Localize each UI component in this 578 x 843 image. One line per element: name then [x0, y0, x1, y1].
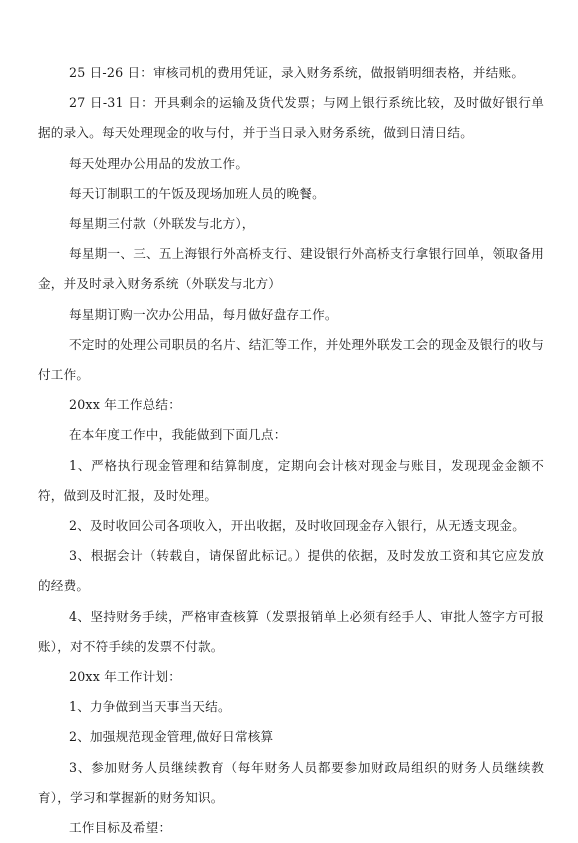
list-item: 4、坚持财务手续，严格审查核算（发票报销单上必须有经手人、审批人签字方可报账），对不符手续的发票不付款。 — [38, 608, 544, 654]
list-item: 2、及时收回公司各项收入，开出收据，及时收回现金存入银行，从无透支现金。 — [69, 518, 525, 534]
paragraph: 在本年度工作中，我能做到下面几点： — [69, 427, 287, 443]
section-heading: 工作目标及希望： — [69, 820, 172, 836]
list-item: 3、参加财务人员继续教育（每年财务人员都要参加财政局组织的财务人员继续教育），学习和掌握新的财务知识。 — [38, 759, 544, 805]
paragraph: 每星期订购一次办公用品，每月做好盘存工作。 — [69, 306, 338, 322]
list-item: 1、严格执行现金管理和结算制度，定期向会计核对现金与账目，发现现金金额不符，做到及时汇报，及时处理。 — [38, 457, 544, 503]
paragraph: 每星期三付款（外联发与北方）， — [69, 216, 255, 232]
list-item: 3、根据会计（转载自，请保留此标记。）提供的依据，及时发放工资和其它应发放的经费。 — [38, 548, 544, 594]
section-heading: 20xx 年工作总结： — [69, 397, 181, 413]
paragraph: 每星期一、三、五上海银行外高桥支行、建设银行外高桥支行拿银行回单，领取备用金，并及时录入财务系统（外联发与北方） — [38, 246, 544, 292]
paragraph: 25 日-26 日：审核司机的费用凭证，录入财务系统，做报销明细表格，并结账。 — [69, 65, 525, 80]
paragraph: 每天处理办公用品的发放工作。 — [69, 155, 249, 171]
list-item: 1、力争做到当天事当天结。 — [69, 699, 231, 715]
paragraph: 每天订制职工的午饭及现场加班人员的晚餐。 — [69, 185, 325, 201]
paragraph: 27 日-31 日：开具剩余的运输及货代发票；与网上银行系统比较，及时做好银行单据的录入。每天处理现金的收与付，并于当日录入财务系统，做到日清日结。 — [38, 95, 544, 141]
section-heading: 20xx 年工作计划： — [69, 669, 181, 685]
paragraph: 不定时的处理公司职员的名片、结汇等工作，并处理外联发工会的现金及银行的收与付工作。 — [38, 336, 544, 383]
list-item: 2、加强规范现金管理,做好日常核算 — [69, 729, 274, 745]
